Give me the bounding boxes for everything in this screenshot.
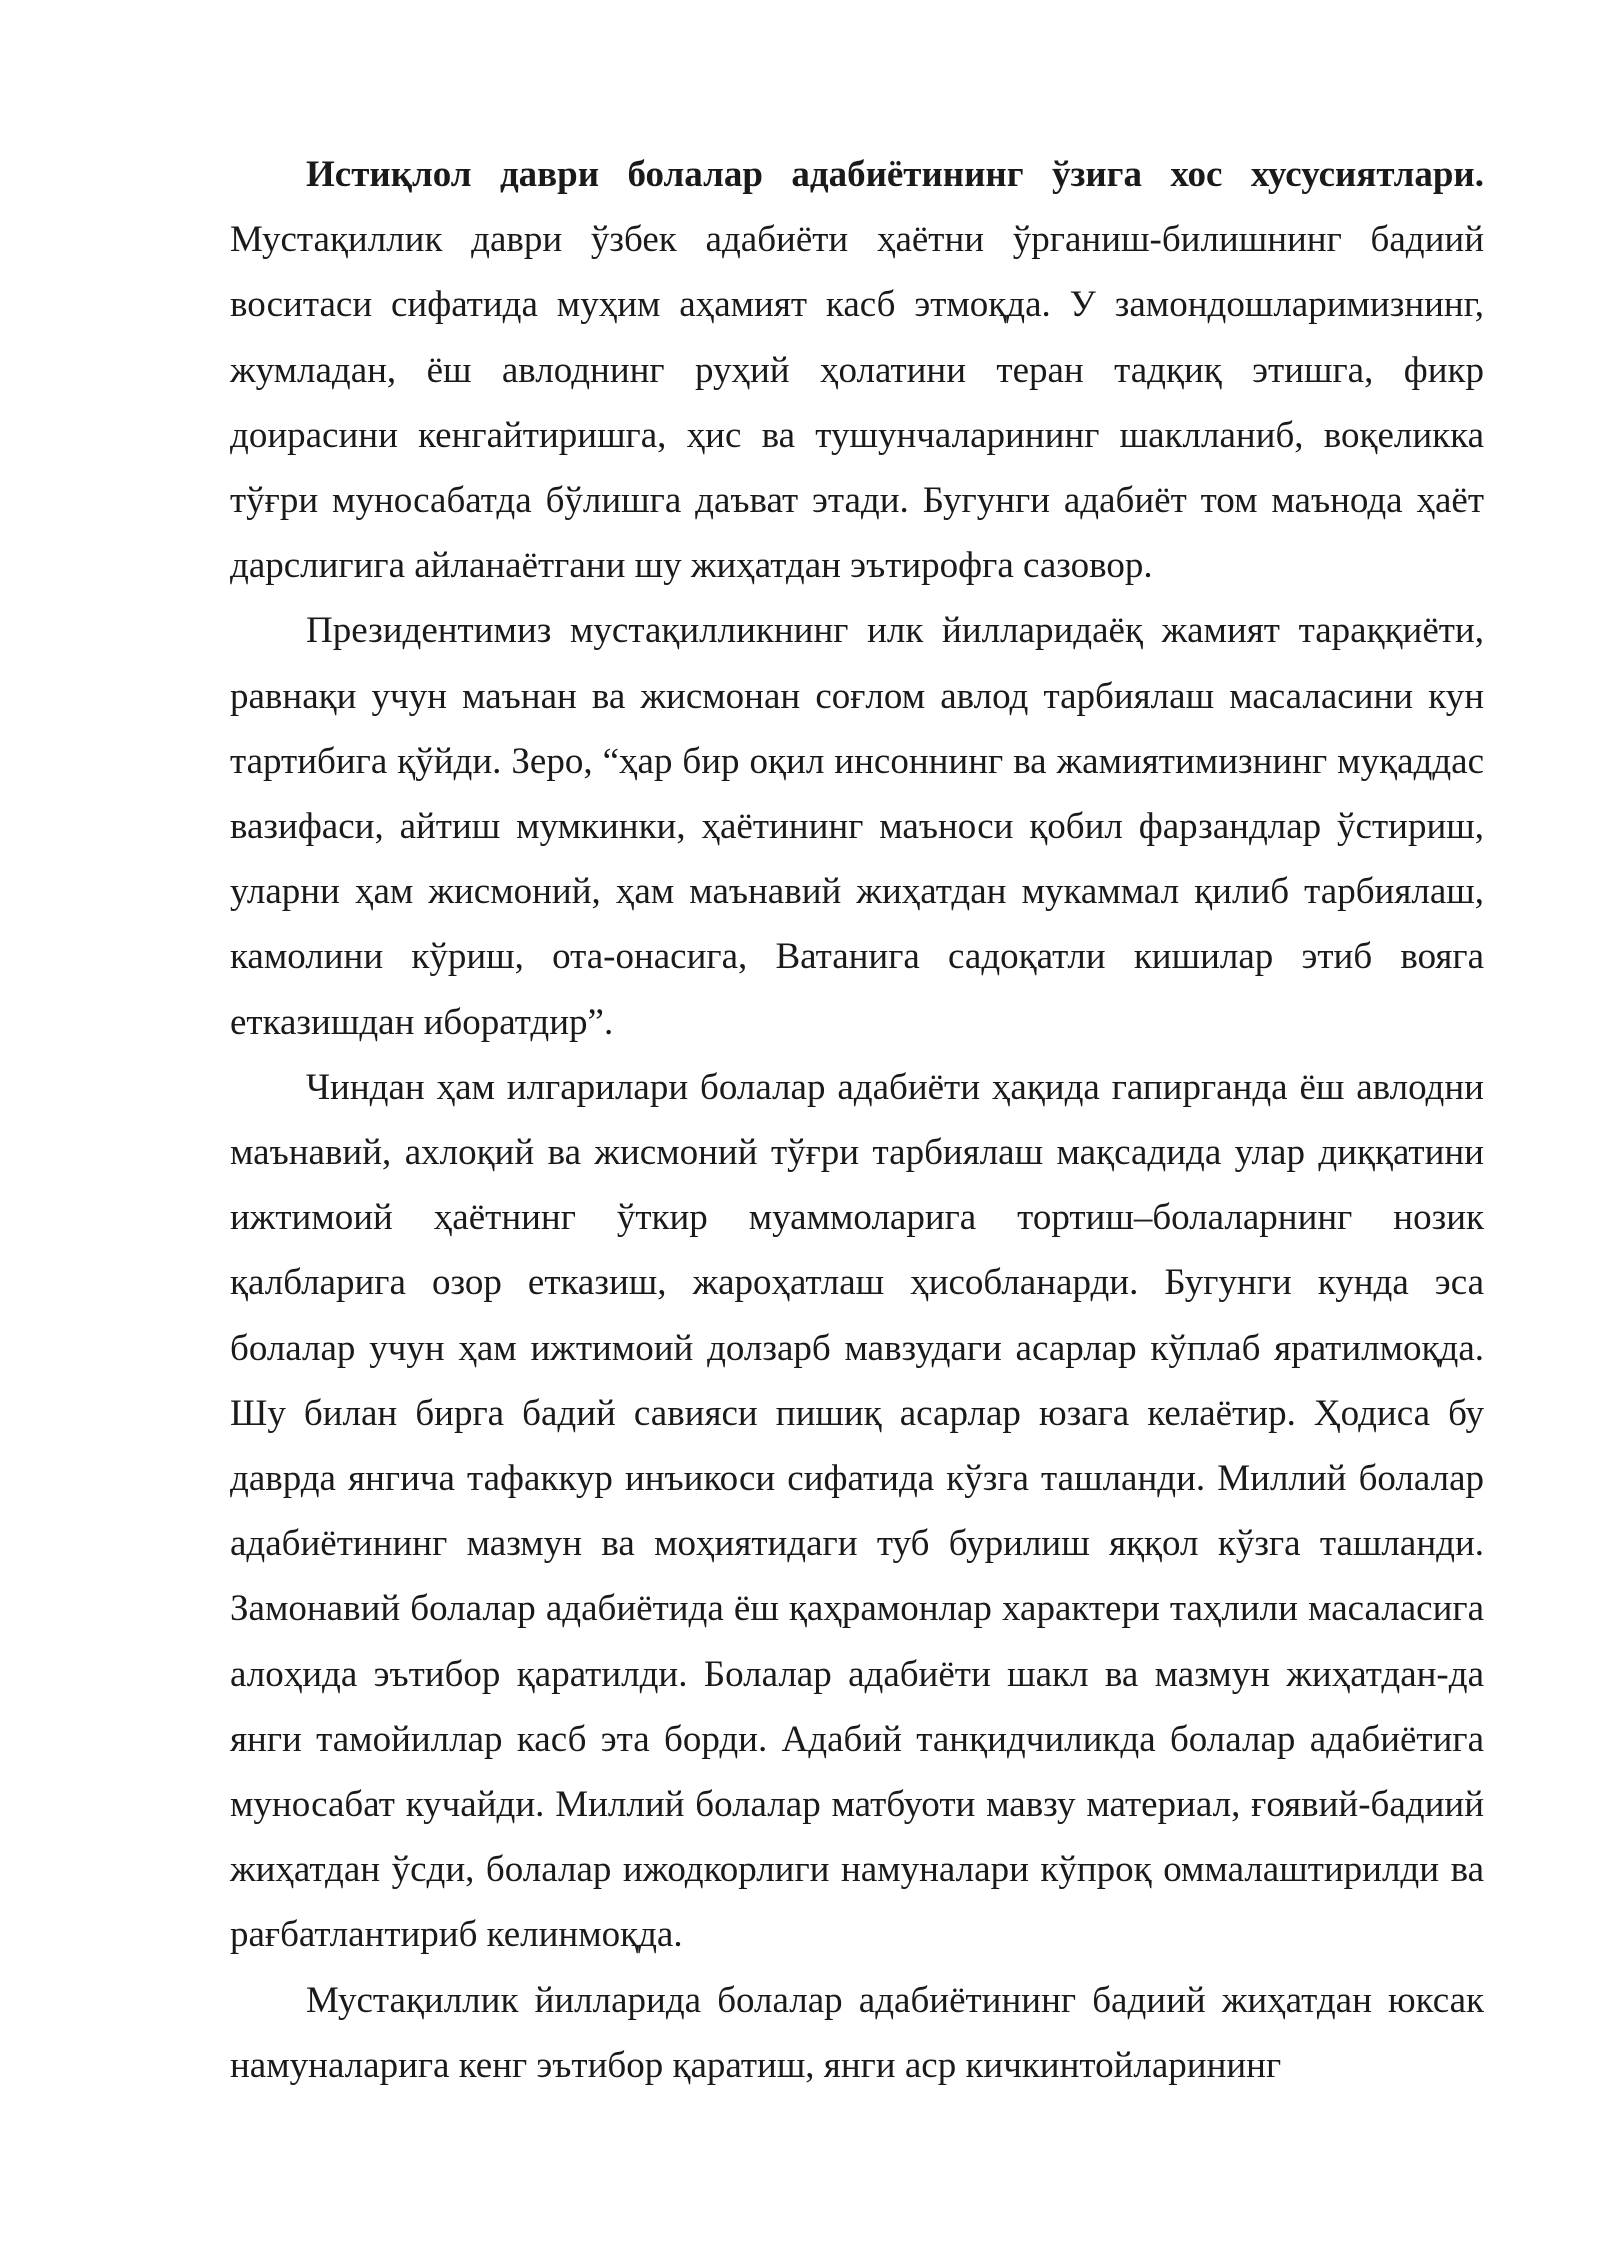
paragraph-text: Чиндан ҳам илгарилари болалар адабиёти ҳақида гапирганда ёш авлодни маънавий, ахлоқий ва жисмоний тўғри тарбиялаш мақсадида улар диққатини ижтимоий ҳаётнинг ўткир муаммоларига тортиш–болаларнинг нозик қалбларига озор етказиш, жароҳатлаш ҳисобланарди. Бугунги кунда эса болалар учун ҳам ижтимоий долзарб мавзудаги асарлар кўплаб яратилмоқда. Шу билан бирга бадий савияси пишиқ асарлар юзага келаётир. Ҳодиса бу даврда янгича тафаккур инъикоси сифатида кўзга ташланди. Миллий болалар адабиётининг мазмун ва моҳиятидаги туб бурилиш яққол кўзга ташланди. Замонавий болалар адабиётида ёш қаҳрамонлар характери таҳлили масаласига алоҳида эътибор қаратилди. Болалар адабиёти шакл ва мазмун жиҳатдан-да янги тамойиллар касб эта борди. Адабий танқидчиликда болалар адабиётига муносабат кучайди. Миллий болалар матбуоти мавзу материал, ғоявий-бадиий жиҳатдан ўсди, болалар ижодкорлиги намуналари кўпроқ оммалаштирилди ва рағбатлантириб келинмоқда.: [230, 1066, 1484, 1956]
paragraph-text: Президентимиз мустақилликнинг илк йилларидаёқ жамият тараққиёти, равнақи учун маънан ва жисмонан соғлом авлод тарбиялаш масаласини кун тартибига қўйди. Зеро, “ҳар бир оқил инсоннинг ва жамиятимизнинг муқаддас вазифаси, айтиш мумкинки, ҳаётининг маъноси қобил фарзандлар ўстириш, уларни ҳам жисмоний, ҳам маънавий жиҳатдан мукаммал қилиб тарбиялаш, камолини кўриш, ота-онасига, Ватанига садоқатли кишилар этиб вояга етказишдан иборатдир”.: [230, 610, 1484, 1043]
paragraph-text: Мустақиллик даври ўзбек адабиёти ҳаётни ўрганиш-билишнинг бадиий воситаси сифатида муҳим аҳамият касб этмоқда. У замондошларимизнинг, жумладан, ёш авлоднинг руҳий ҳолатини теран тадқиқ этишга, фикр доирасини кенгайтиришга, ҳис ва тушунчаларининг шаклланиб, воқеликка тўғри муносабатда бўлишга даъват этади. Бугунги адабиёт том маънода ҳаёт дарслигига айланаётгани шу жиҳатдан эътирофга сазовор.: [230, 219, 1484, 587]
paragraph-text: Мустақиллик йилларида болалар адабиётининг бадиий жиҳатдан юксак намуналарига кенг эътибор қаратиш, янги аср кичкинтойларининг: [230, 1979, 1484, 2086]
paragraph-4: [230, 1968, 1484, 2098]
section-heading: Истиқлол даври болалар адабиётининг ўзига хос хусусиятлари.: [306, 154, 1484, 195]
paragraph-3: [230, 1055, 1484, 1968]
paragraph-1: [230, 142, 1484, 598]
paragraph-2: [230, 598, 1484, 1054]
document-body: [230, 142, 1484, 2098]
